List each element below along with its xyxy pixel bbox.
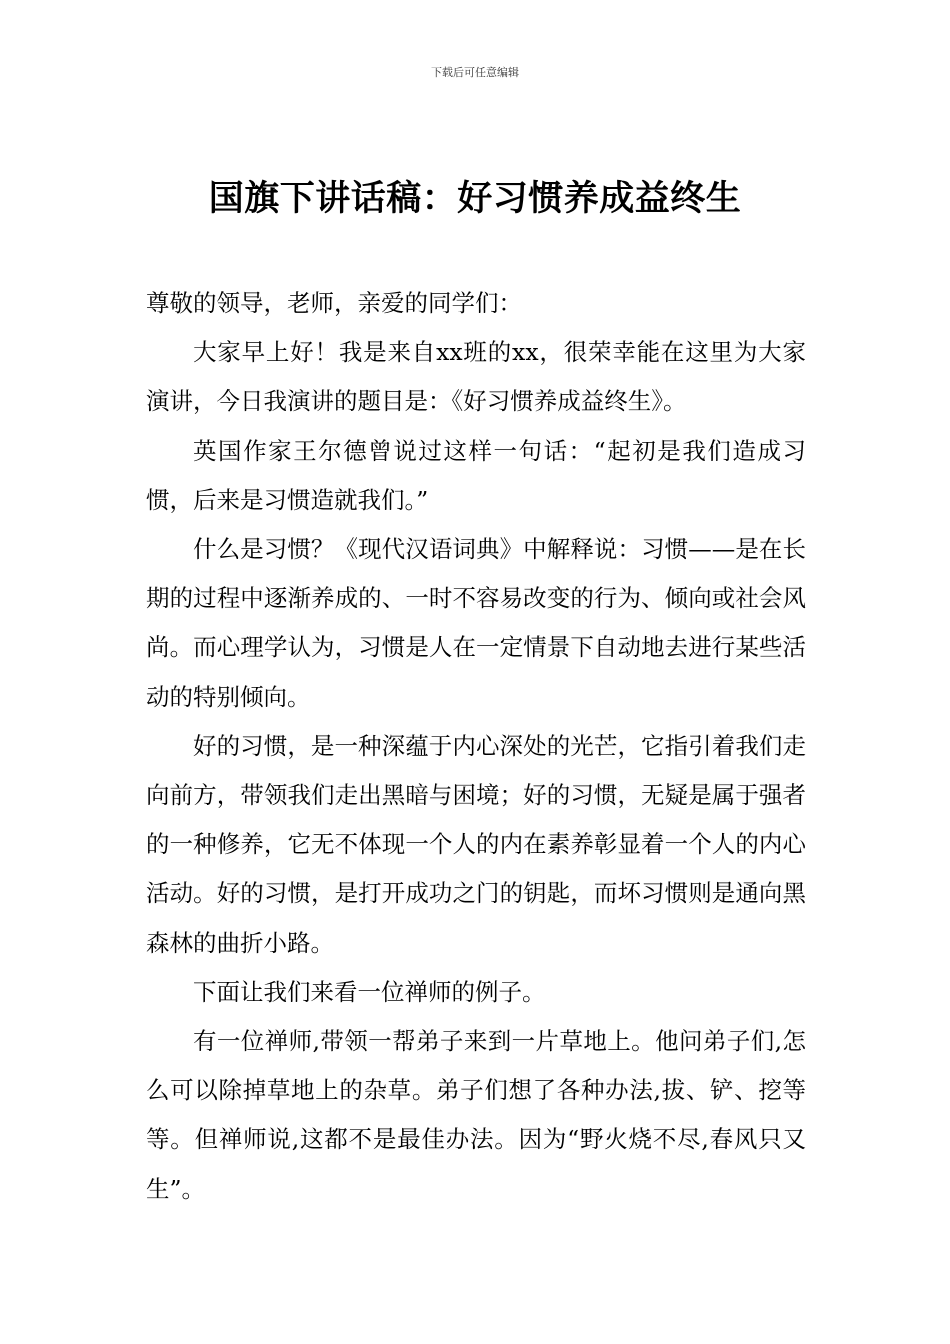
paragraph-example-intro: 下面让我们来看一位禅师的例子。 <box>193 977 546 1006</box>
paragraph-greeting: 大家早上好！我是来自xx班的xx，很荣幸能在这里为大家演讲，今日我演讲的题目是：《好习惯养成益终生》。 <box>146 338 806 416</box>
document-title: 国旗下讲话稿：好习惯养成益终生 <box>208 178 742 219</box>
document-body <box>146 279 806 1214</box>
header-note: 下载后可任意编辑 <box>431 66 519 79</box>
paragraph-definition: 什么是习惯？《现代汉语词典》中解释说：习惯——是在长期的过程中逐渐养成的、一时不容易改变的行为、倾向或社会风尚。而心理学认为，习惯是人在一定情景下自动地去进行某些活动的特别倾向。 <box>146 535 806 711</box>
paragraph-good-habits: 好的习惯，是一种深蕴于内心深处的光芒，它指引着我们走向前方，带领我们走出黑暗与困境；好的习惯，无疑是属于强者的一种修养，它无不体现一个人的内在素养彰显着一个人的内心活动。好的习惯，是打开成功之门的钥匙，而坏习惯则是通向黑森林的曲折小路。 <box>146 731 806 957</box>
salutation: 尊敬的领导，老师，亲爱的同学们： <box>146 289 522 317</box>
paragraph-zen-story: 有一位禅师,带领一帮弟子来到一片草地上。他问弟子们,怎么可以除掉草地上的杂草。弟子们想了各种办法,拔、铲、挖等等。但禅师说,这都不是最佳办法。因为“野火烧不尽,春风只又生”。 <box>146 1027 806 1203</box>
paragraph-quote: 英国作家王尔德曾说过这样一句话：“起初是我们造成习惯，后来是习惯造就我们。” <box>146 436 806 514</box>
